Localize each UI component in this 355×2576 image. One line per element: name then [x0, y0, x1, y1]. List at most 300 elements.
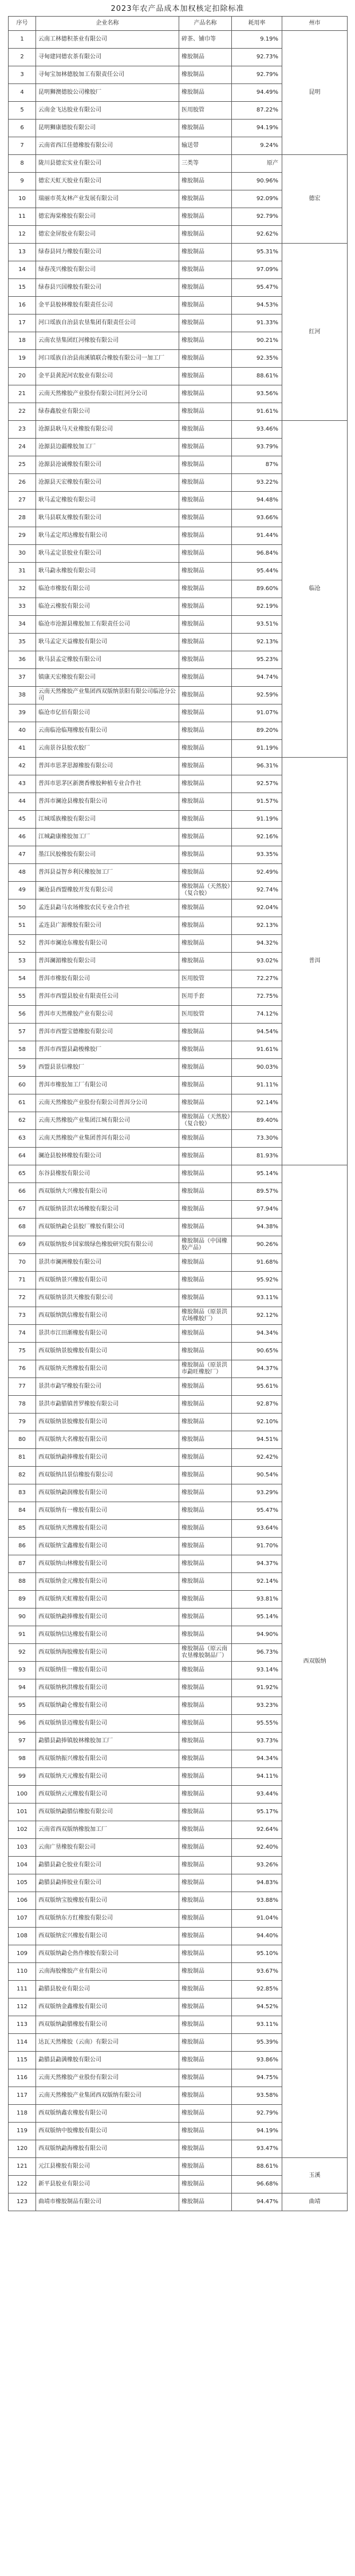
- cell-product: 橡胶制品: [179, 1201, 232, 1219]
- cell-company: 普洱市澜沧县橡胶有限公司: [36, 793, 179, 811]
- cell-seq: 25: [9, 456, 36, 474]
- cell-company: 西双版纳秋洪橡胶有限公司: [36, 1679, 179, 1697]
- table-row: [9, 2193, 348, 2211]
- cell-rate: 95.17%: [232, 1803, 282, 1821]
- cell-seq: 53: [9, 953, 36, 970]
- cell-seq: 40: [9, 722, 36, 740]
- cell-seq: 24: [9, 439, 36, 456]
- cell-rate: 92.12%: [232, 1307, 282, 1325]
- cell-product: 医用胶管: [179, 1006, 232, 1024]
- cell-seq: 93: [9, 1662, 36, 1679]
- cell-rate: 93.66%: [232, 509, 282, 527]
- cell-seq: 119: [9, 2123, 36, 2140]
- cell-product: 橡胶制品: [179, 1733, 232, 1750]
- cell-product: 橡胶制品: [179, 2193, 232, 2211]
- cell-rate: 91.92%: [232, 1679, 282, 1697]
- cell-rate: 92.04%: [232, 899, 282, 917]
- cell-company: 景洪市澜洲橡胶有限公司: [36, 1254, 179, 1272]
- cell-company: 耿马县联友橡胶有限公司: [36, 509, 179, 527]
- cell-company: 普洱市西盟县胶业有限责任公司: [36, 988, 179, 1006]
- cell-rate: 89.40%: [232, 1112, 282, 1130]
- cell-seq: 75: [9, 1343, 36, 1360]
- cell-company: 瑞丽市英友林产业发展有限公司: [36, 190, 179, 208]
- cell-rate: 93.11%: [232, 2016, 282, 2034]
- cell-company: 普洱市西盟宝德橡胶有限公司: [36, 1024, 179, 1041]
- cell-product: 橡胶制品: [179, 1910, 232, 1928]
- cell-seq: 9: [9, 173, 36, 190]
- cell-company: 德宏海棠橡胶有限公司: [36, 208, 179, 226]
- cell-product: 橡胶制品: [179, 1431, 232, 1449]
- cell-seq: 30: [9, 545, 36, 563]
- cell-company: 景洪市勐腊镇普罗橡胶有限公司: [36, 1396, 179, 1414]
- cell-seq: 96: [9, 1715, 36, 1733]
- cell-product: 橡胶制品: [179, 1662, 232, 1679]
- table-body: [9, 31, 348, 2211]
- cell-product: 橡胶制品: [179, 226, 232, 244]
- cell-rate: 94.11%: [232, 1768, 282, 1786]
- cell-rate: 94.48%: [232, 492, 282, 509]
- cell-product: 橡胶制品: [179, 775, 232, 793]
- cell-rate: 91.68%: [232, 1254, 282, 1272]
- cell-product: 橡胶制品: [179, 1998, 232, 2016]
- cell-rate: 95.10%: [232, 1945, 282, 1963]
- cell-product: 橡胶制品: [179, 1981, 232, 1998]
- cell-seq: 47: [9, 846, 36, 864]
- cell-company: 勐腊县勐捧胶业有限公司: [36, 1874, 179, 1892]
- cell-rate: 74.12%: [232, 1006, 282, 1024]
- cell-company: 澜沧县胶林橡胶有限公司: [36, 1148, 179, 1165]
- cell-company: 西双版纳景胶橡胶有限公司: [36, 1414, 179, 1431]
- header-product: 产品名称: [179, 17, 232, 31]
- cell-product: 橡胶制品: [179, 279, 232, 297]
- cell-company: 西双版纳勐海橡胶有限公司: [36, 2140, 179, 2158]
- cell-product: 橡胶制品: [179, 1378, 232, 1396]
- cell-rate: 92.85%: [232, 1981, 282, 1998]
- cell-rate: 92.79%: [232, 208, 282, 226]
- table-row: [9, 244, 348, 261]
- cell-rate: 9.19%: [232, 31, 282, 49]
- cell-rate: 97.09%: [232, 261, 282, 279]
- cell-seq: 11: [9, 208, 36, 226]
- cell-seq: 19: [9, 350, 36, 368]
- cell-company: 云南天然橡胶产业集团江城有限公司: [36, 1112, 179, 1130]
- cell-seq: 122: [9, 2176, 36, 2193]
- cell-company: 西双版纳山林橡胶有限公司: [36, 1555, 179, 1573]
- cell-seq: 107: [9, 1910, 36, 1928]
- cell-seq: 36: [9, 651, 36, 669]
- cell-rate: 92.57%: [232, 775, 282, 793]
- cell-product: 橡胶制品: [179, 314, 232, 332]
- cell-rate: 73.30%: [232, 1130, 282, 1148]
- cell-rate: 93.44%: [232, 1786, 282, 1803]
- cell-product: 橡胶制品: [179, 1325, 232, 1343]
- cell-rate: 89.20%: [232, 722, 282, 740]
- cell-seq: 34: [9, 616, 36, 634]
- cell-product: 橡胶制品: [179, 740, 232, 758]
- cell-product: 橡胶制品: [179, 1502, 232, 1520]
- cell-seq: 56: [9, 1006, 36, 1024]
- cell-seq: 27: [9, 492, 36, 509]
- cell-seq: 71: [9, 1272, 36, 1289]
- cell-seq: 41: [9, 740, 36, 758]
- cell-product: 橡胶制品: [179, 1892, 232, 1910]
- cell-seq: 94: [9, 1679, 36, 1697]
- cell-product: 橡胶制品: [179, 598, 232, 616]
- cell-seq: 78: [9, 1396, 36, 1414]
- cell-product: 橡胶制品: [179, 545, 232, 563]
- cell-product: 橡胶制品: [179, 1573, 232, 1591]
- cell-seq: 35: [9, 634, 36, 651]
- cell-rate: 92.73%: [232, 49, 282, 66]
- table-row: [9, 31, 348, 49]
- deduction-table: [8, 16, 348, 2211]
- cell-seq: 18: [9, 332, 36, 350]
- table-header-row: [9, 17, 348, 31]
- cell-seq: 115: [9, 2052, 36, 2069]
- cell-product: 橡胶制品: [179, 722, 232, 740]
- cell-seq: 73: [9, 1307, 36, 1325]
- cell-product: 橡胶制品: [179, 350, 232, 368]
- cell-rate: 88.61%: [232, 2158, 282, 2176]
- cell-company: 云南广垦橡胶有限公司: [36, 1839, 179, 1857]
- cell-company: 西双版纳大兴橡胶有限公司: [36, 1183, 179, 1201]
- cell-company: 西双版纳勐仑县胶厂橡胶有限公司: [36, 1219, 179, 1236]
- cell-area: 昆明: [282, 31, 348, 155]
- cell-rate: 94.75%: [232, 2069, 282, 2087]
- cell-seq: 5: [9, 102, 36, 120]
- cell-product: 橡胶制品: [179, 1874, 232, 1892]
- cell-rate: 94.74%: [232, 669, 282, 687]
- cell-product: 橡胶制品: [179, 1945, 232, 1963]
- cell-area: 玉溪: [282, 2158, 348, 2193]
- cell-company: 云南金飞达胶业有限公司: [36, 102, 179, 120]
- cell-product: 橡胶制品: [179, 1343, 232, 1360]
- cell-rate: 91.07%: [232, 704, 282, 722]
- cell-company: 沧源县沧诚橡胶有限公司: [36, 456, 179, 474]
- cell-company: 河口瑶族自治县农垦集团有限责任公司: [36, 314, 179, 332]
- cell-product: 医用手套: [179, 988, 232, 1006]
- cell-seq: 51: [9, 917, 36, 935]
- cell-seq: 121: [9, 2158, 36, 2176]
- cell-company: 勐腊县勐捧镇胶林橡胶加工厂: [36, 1733, 179, 1750]
- cell-product: 橡胶制品: [179, 1094, 232, 1112]
- cell-product: 橡胶制品: [179, 1449, 232, 1467]
- cell-company: 耿马孟定邦达橡胶有限公司: [36, 527, 179, 545]
- cell-rate: 93.14%: [232, 1662, 282, 1679]
- cell-seq: 117: [9, 2087, 36, 2105]
- cell-company: 元江县橡胶有限公司: [36, 2158, 179, 2176]
- cell-seq: 91: [9, 1626, 36, 1644]
- cell-company: 西双版纳云元橡胶有限公司: [36, 1786, 179, 1803]
- cell-product: 橡胶制品: [179, 563, 232, 580]
- cell-company: 西双版纳天元橡胶有限公司: [36, 1768, 179, 1786]
- cell-rate: 95.14%: [232, 1608, 282, 1626]
- cell-rate: 93.64%: [232, 1520, 282, 1538]
- cell-company: 云南省西双版纳橡胶加工厂: [36, 1821, 179, 1839]
- cell-area: 临沧: [282, 421, 348, 758]
- cell-seq: 64: [9, 1148, 36, 1165]
- cell-rate: 91.19%: [232, 811, 282, 829]
- cell-company: 陇川县德宏实业有限公司: [36, 155, 179, 173]
- cell-company: 西双版纳有一橡胶有限公司: [36, 1502, 179, 1520]
- cell-product: 橡胶制品: [179, 616, 232, 634]
- page-title: 2023年农产品成本加权核定扣除标准: [111, 5, 244, 13]
- cell-seq: 65: [9, 1165, 36, 1183]
- cell-product: 橡胶制品: [179, 1467, 232, 1484]
- cell-product: 橡胶制品: [179, 793, 232, 811]
- cell-company: 景洪市江田渐橡胶有限公司: [36, 1325, 179, 1343]
- cell-seq: 52: [9, 935, 36, 953]
- cell-rate: 93.56%: [232, 385, 282, 403]
- cell-company: 云南景谷县胶农胶厂: [36, 740, 179, 758]
- cell-company: 绿春鑫胶业有限公司: [36, 403, 179, 421]
- cell-company: 西双版纳勐腊信橡胶有限公司: [36, 1803, 179, 1821]
- cell-company: 西双版纳天然橡胶有限公司: [36, 1360, 179, 1378]
- cell-rate: 94.19%: [232, 2123, 282, 2140]
- cell-rate: 92.09%: [232, 190, 282, 208]
- cell-rate: 92.19%: [232, 598, 282, 616]
- cell-product: 橡胶制品: [179, 509, 232, 527]
- cell-product: 橡胶制品: [179, 1272, 232, 1289]
- cell-company: 西双版纳中胶橡胶有限公司: [36, 2123, 179, 2140]
- cell-rate: 72.75%: [232, 988, 282, 1006]
- cell-company: 西双版纳金元橡胶有限公司: [36, 1573, 179, 1591]
- cell-company: 普洱市西盟县勐梭橡胶厂: [36, 1041, 179, 1059]
- cell-seq: 100: [9, 1786, 36, 1803]
- cell-product: 橡胶制品: [179, 829, 232, 846]
- cell-rate: 93.81%: [232, 1591, 282, 1608]
- cell-product: 橡胶制品: [179, 297, 232, 314]
- cell-seq: 81: [9, 1449, 36, 1467]
- cell-company: 普洱市天然橡胶产业有限公司: [36, 1006, 179, 1024]
- cell-rate: 94.37%: [232, 1555, 282, 1573]
- cell-company: 西盟县景信橡胶厂: [36, 1059, 179, 1077]
- cell-seq: 26: [9, 474, 36, 492]
- cell-seq: 118: [9, 2105, 36, 2123]
- cell-rate: 93.23%: [232, 1697, 282, 1715]
- cell-product: 橡胶制品: [179, 173, 232, 190]
- cell-company: 临沧市沧源县橡胶加工有限责任公司: [36, 616, 179, 634]
- cell-rate: 95.44%: [232, 563, 282, 580]
- cell-rate: 89.60%: [232, 580, 282, 598]
- cell-company: 普洱县益智乡利民橡胶加工厂: [36, 864, 179, 882]
- cell-company: 西双版纳景洪农场橡胶有限公司: [36, 1201, 179, 1219]
- cell-company: 西双版纳金鑫橡胶有限公司: [36, 1998, 179, 2016]
- cell-product: 橡胶制品: [179, 1183, 232, 1201]
- cell-rate: 95.47%: [232, 279, 282, 297]
- cell-seq: 45: [9, 811, 36, 829]
- cell-seq: 7: [9, 137, 36, 155]
- cell-rate: 93.86%: [232, 2052, 282, 2069]
- cell-rate: 94.47%: [232, 2193, 282, 2211]
- cell-rate: 94.38%: [232, 1219, 282, 1236]
- table-row: [9, 155, 348, 173]
- cell-seq: 15: [9, 279, 36, 297]
- cell-rate: 93.58%: [232, 2087, 282, 2105]
- cell-seq: 49: [9, 882, 36, 899]
- cell-rate: 91.61%: [232, 403, 282, 421]
- cell-product: 橡胶制品: [179, 1768, 232, 1786]
- cell-product: 橡胶制品: [179, 1024, 232, 1041]
- cell-rate: 94.54%: [232, 1024, 282, 1041]
- cell-company: 西双版纳振兴橡胶有限公司: [36, 1750, 179, 1768]
- cell-product: 橡胶制品: [179, 2176, 232, 2193]
- cell-seq: 111: [9, 1981, 36, 1998]
- cell-seq: 70: [9, 1254, 36, 1272]
- cell-rate: 93.22%: [232, 474, 282, 492]
- cell-product: 橡胶制品: [179, 669, 232, 687]
- cell-rate: 94.34%: [232, 1325, 282, 1343]
- cell-seq: 88: [9, 1573, 36, 1591]
- cell-company: 德宏金屏胶业有限公司: [36, 226, 179, 244]
- cell-seq: 50: [9, 899, 36, 917]
- cell-rate: 94.53%: [232, 297, 282, 314]
- cell-company: 西双版纳鑫农橡胶有限公司: [36, 2105, 179, 2123]
- cell-seq: 29: [9, 527, 36, 545]
- cell-company: 绿春县兴国橡胶有限公司: [36, 279, 179, 297]
- cell-company: 临沧市亿佰有限公司: [36, 704, 179, 722]
- cell-product: 橡胶制品: [179, 2052, 232, 2069]
- cell-rate: 97.94%: [232, 1201, 282, 1219]
- cell-rate: 92.59%: [232, 687, 282, 704]
- cell-product: 橡胶制品: [179, 1077, 232, 1094]
- cell-seq: 69: [9, 1236, 36, 1254]
- cell-rate: 93.11%: [232, 1289, 282, 1307]
- cell-company: 西双版纳宝胶橡胶有限公司: [36, 1892, 179, 1910]
- cell-company: 河口瑶族自治县南溪镇联合橡胶有限公司一加工厂: [36, 350, 179, 368]
- cell-company: 西双版纳凯信橡胶有限公司: [36, 1307, 179, 1325]
- cell-area: 红河: [282, 244, 348, 421]
- cell-company: 孟连县广源橡胶有限公司: [36, 917, 179, 935]
- cell-company: 西双版纳宏兴橡胶有限公司: [36, 1928, 179, 1945]
- cell-product: 橡胶制品: [179, 1059, 232, 1077]
- cell-seq: 109: [9, 1945, 36, 1963]
- cell-company: 景洪市勐罕橡胶有限公司: [36, 1378, 179, 1396]
- cell-product: 橡胶制品（天然胶）（复合胶）: [179, 882, 232, 899]
- cell-seq: 57: [9, 1024, 36, 1041]
- cell-rate: 93.26%: [232, 1857, 282, 1874]
- cell-product: 橡胶制品: [179, 527, 232, 545]
- cell-seq: 85: [9, 1520, 36, 1538]
- cell-company: 普洱市思茅区新澳香橡胶种植专业合作社: [36, 775, 179, 793]
- cell-company: 云南海胶橡胶产业有限公司: [36, 1963, 179, 1981]
- cell-seq: 14: [9, 261, 36, 279]
- cell-product: 橡胶制品: [179, 917, 232, 935]
- cell-seq: 72: [9, 1289, 36, 1307]
- cell-rate: 95.47%: [232, 1502, 282, 1520]
- cell-rate: 95.23%: [232, 651, 282, 669]
- cell-company: 昆明狮澳德胶公司橡胶厂: [36, 84, 179, 102]
- cell-company: 西双版纳天然橡胶有限公司: [36, 1520, 179, 1538]
- cell-company: 孟连县勐马农场橡胶农民专业合作社: [36, 899, 179, 917]
- cell-product: 橡胶制品: [179, 456, 232, 474]
- cell-company: 江城瑶族橡胶有限公司: [36, 811, 179, 829]
- cell-company: 勐腊县勐仑胶业有限公司: [36, 1857, 179, 1874]
- cell-product: 橡胶制品（中国橡胶产品）: [179, 1236, 232, 1254]
- cell-seq: 105: [9, 1874, 36, 1892]
- cell-product: 橡胶制品: [179, 580, 232, 598]
- cell-rate: 94.40%: [232, 1928, 282, 1945]
- cell-seq: 38: [9, 687, 36, 704]
- cell-product: 橡胶制品: [179, 403, 232, 421]
- cell-rate: 95.14%: [232, 1165, 282, 1183]
- cell-area: 西双版纳: [282, 1165, 348, 2158]
- cell-seq: 77: [9, 1378, 36, 1396]
- cell-product: 橡胶制品（天然胶）（复合胶）: [179, 1112, 232, 1130]
- cell-product: 橡胶制品: [179, 704, 232, 722]
- cell-product: 橡胶制品: [179, 2105, 232, 2123]
- cell-company: 江城勐康橡胶加工厂: [36, 829, 179, 846]
- cell-rate: 94.49%: [232, 84, 282, 102]
- cell-seq: 84: [9, 1502, 36, 1520]
- cell-company: 普洱市澜沧东橡胶有限公司: [36, 935, 179, 953]
- cell-company: 西双版纳勐腊橡胶有限公司: [36, 2016, 179, 2034]
- cell-product: 碎茶、铺巾等: [179, 31, 232, 49]
- cell-rate: 93.67%: [232, 1963, 282, 1981]
- cell-product: 医用胶管: [179, 102, 232, 120]
- cell-seq: 10: [9, 190, 36, 208]
- cell-rate: 92.14%: [232, 1094, 282, 1112]
- cell-seq: 59: [9, 1059, 36, 1077]
- cell-seq: 79: [9, 1414, 36, 1431]
- cell-seq: 8: [9, 155, 36, 173]
- cell-seq: 4: [9, 84, 36, 102]
- cell-rate: 91.33%: [232, 314, 282, 332]
- cell-company: 西双版纳信达橡胶有限公司: [36, 1626, 179, 1644]
- cell-product: 橡胶制品: [179, 864, 232, 882]
- cell-rate: 94.32%: [232, 935, 282, 953]
- cell-seq: 42: [9, 758, 36, 775]
- cell-product: 橡胶制品: [179, 2140, 232, 2158]
- header-seq: 序号: [9, 17, 36, 31]
- cell-company: 德宏天虹天胶业有限公司: [36, 173, 179, 190]
- cell-rate: 92.62%: [232, 226, 282, 244]
- cell-product: 橡胶制品: [179, 1396, 232, 1414]
- cell-company: 绿春茂兴橡胶有限公司: [36, 261, 179, 279]
- cell-product: 橡胶制品: [179, 1165, 232, 1183]
- cell-company: 寻甸建同德农茶有限公司: [36, 49, 179, 66]
- cell-company: 耿马勐永橡胶有限公司: [36, 563, 179, 580]
- cell-area: 曲靖: [282, 2193, 348, 2211]
- cell-product: 橡胶制品: [179, 1839, 232, 1857]
- cell-rate: 95.39%: [232, 2034, 282, 2052]
- cell-product: 橡胶制品: [179, 190, 232, 208]
- cell-seq: 108: [9, 1928, 36, 1945]
- cell-company: 沧源县边疆橡胶加工厂: [36, 439, 179, 456]
- cell-seq: 43: [9, 775, 36, 793]
- cell-rate: 93.47%: [232, 2140, 282, 2158]
- cell-product: 橡胶制品: [179, 492, 232, 509]
- cell-seq: 21: [9, 385, 36, 403]
- cell-company: 云南天然橡胶产业股份有限公司普洱分公司: [36, 1094, 179, 1112]
- cell-rate: 93.88%: [232, 1892, 282, 1910]
- cell-product: 橡胶制品: [179, 1928, 232, 1945]
- cell-product: 三类等: [179, 155, 232, 173]
- cell-company: 西双版纳景迈橡胶有限公司: [36, 1715, 179, 1733]
- cell-company: 云南天然橡胶产业股份有限公司: [36, 2069, 179, 2087]
- cell-rate: 94.19%: [232, 120, 282, 137]
- cell-rate: 92.35%: [232, 350, 282, 368]
- cell-product: 橡胶制品: [179, 1414, 232, 1431]
- cell-company: 东谷县橡胶有限公司: [36, 1165, 179, 1183]
- cell-product: 橡胶制品: [179, 1484, 232, 1502]
- cell-seq: 83: [9, 1484, 36, 1502]
- cell-rate: 95.92%: [232, 1272, 282, 1289]
- cell-seq: 55: [9, 988, 36, 1006]
- cell-rate: 91.44%: [232, 527, 282, 545]
- cell-product: 橡胶制品: [179, 2123, 232, 2140]
- cell-rate: 92.13%: [232, 917, 282, 935]
